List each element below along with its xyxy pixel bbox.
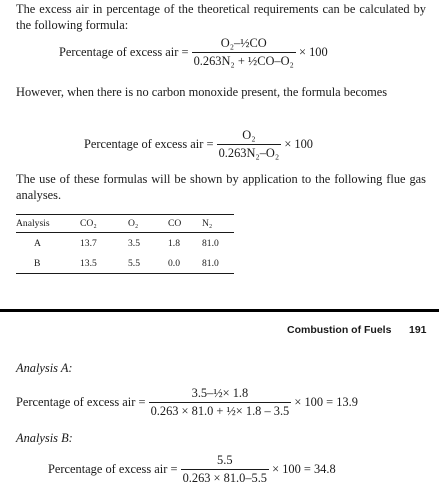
page-divider	[0, 309, 439, 312]
formula-denominator: 0.263N₂ + ½CO–O₂	[193, 54, 294, 68]
running-head-title: Combustion of Fuels	[287, 324, 392, 336]
however-paragraph: However, when there is no carbon monoxide present, the formula becomes	[16, 85, 388, 99]
table-header: N₂	[202, 218, 213, 229]
intro-paragraph: The excess air in percentage of the theoretical requirements can be calculated by the following formula:	[16, 2, 426, 32]
formula-general	[59, 36, 328, 69]
formula-fraction	[181, 453, 269, 486]
analysis-a-heading: Analysis A:	[16, 361, 73, 375]
analysis-b-heading: Analysis B:	[16, 431, 73, 445]
formula-numerator: O₂–½CO	[220, 36, 267, 50]
table-cell: 81.0	[202, 238, 219, 249]
formula-numerator: 3.5–½× 1.8	[191, 386, 249, 400]
table-row	[16, 233, 234, 254]
formula-label: Percentage of excess air =	[16, 395, 146, 409]
table-cell: 5.5	[128, 258, 140, 269]
table-cell: 3.5	[128, 238, 140, 249]
formula-label: Percentage of excess air =	[84, 137, 214, 151]
formula-tail: × 100	[284, 137, 313, 151]
table-header: Analysis	[16, 218, 50, 229]
formula-numerator: 5.5	[217, 453, 233, 467]
formula-numerator: O₂	[242, 128, 256, 142]
formula-fraction	[217, 128, 282, 161]
formula-no-co	[84, 128, 313, 161]
use-paragraph: The use of these formulas will be shown by application to the following flue gas analyses.	[16, 172, 426, 202]
table-header: CO₂	[80, 218, 97, 229]
formula-denominator: 0.263 × 81.0–5.5	[182, 471, 268, 485]
table-header: O₂	[128, 218, 139, 229]
formula-fraction	[192, 36, 296, 69]
table-header-row	[16, 215, 234, 233]
table-cell: A	[34, 238, 41, 249]
table-header: CO	[168, 218, 182, 229]
table-cell: 13.7	[80, 238, 97, 249]
formula-tail: × 100 = 13.9	[294, 395, 358, 409]
formula-denominator: 0.263 × 81.0 + ½× 1.8 – 3.5	[150, 404, 290, 418]
table-cell: 81.0	[202, 258, 219, 269]
formula-tail: × 100 = 34.8	[272, 462, 336, 476]
formula-denominator: 0.263N₂–O₂	[218, 146, 280, 160]
page-number: 191	[409, 324, 427, 336]
analysis-b-formula	[48, 453, 336, 486]
table-row	[16, 253, 234, 274]
analysis-a-formula	[16, 386, 358, 419]
table-cell: B	[34, 258, 41, 269]
table-cell: 0.0	[168, 258, 180, 269]
formula-fraction	[149, 386, 292, 419]
formula-label: Percentage of excess air =	[59, 45, 189, 59]
flue-gas-table	[16, 214, 234, 274]
table-cell: 1.8	[168, 238, 180, 249]
formula-tail: × 100	[299, 45, 328, 59]
formula-label: Percentage of excess air =	[48, 462, 178, 476]
table-cell: 13.5	[80, 258, 97, 269]
